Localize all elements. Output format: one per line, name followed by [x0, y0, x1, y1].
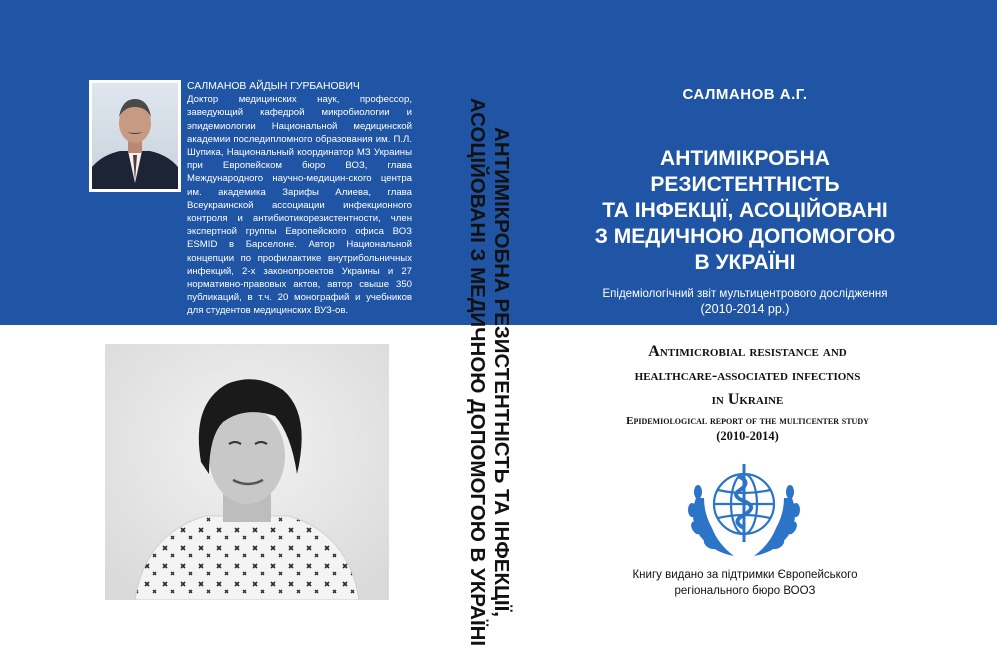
- author-portrait-photo: [89, 80, 181, 192]
- title-ua-line: АНТИМІКРОБНА: [660, 147, 830, 170]
- title-en-line: healthcare-associated infections: [634, 367, 861, 384]
- title-ua-line: РЕЗИСТЕНТНІСТЬ: [650, 173, 840, 196]
- spine-title-line: АСОЦІЙОВАНІ З МЕДИЧНОЮ ДОПОМОГОЮ В УКРАЇНІ: [466, 97, 489, 647]
- author-bio: [187, 80, 412, 318]
- subtitle-en-years: (2010-2014): [716, 429, 779, 443]
- support-note: [590, 567, 900, 599]
- subtitle-ua-years: (2010-2014 рр.): [700, 302, 790, 316]
- subtitle-english: [575, 414, 920, 444]
- front-author: САЛМАНОВ А.Г.: [682, 86, 808, 103]
- support-line: Книгу видано за підтримки Європейського: [632, 569, 858, 581]
- who-emblem-icon: [682, 458, 806, 560]
- title-ua-line: ТА ІНФЕКЦІЇ, АСОЦІЙОВАНІ: [602, 199, 888, 222]
- title-ua-line: В УКРАЇНІ: [694, 251, 796, 274]
- bio-text: Доктор медицинских наук, профессор, заведующий кафедрой микробиологии и эпидемиологии Национальной медицинской академии последипломного образования им. П.Л. Шупика, Национальный координатор МЗ Украины при Европейском бюро ВОЗ, глава Международного научно-медицин-ского центра им. академика Зарифы Алиева, глава Всеукраинской ассоциации инфекционного контроля и антибиотикорезистентности, член экспертной группы Европейского офиса ВОЗ ESMID в Барселоне. Автор Национальной концепции по профилактике внутрибольничных инфекций, 2-х законопроектов Украины и 27 нормативно-правовых актов, автор свыше 350 публикаций, в т.ч. 20 монографий и учебников для студентов медицинских ВУЗ-ов.: [187, 94, 412, 317]
- subtitle-ua-text: Епідеміологічний звіт мультицентрового дослідження: [602, 288, 888, 300]
- spine-title-line: АНТИМІКРОБНА РЕЗИСТЕНТНІСТЬ ТА ІНФЕКЦІЇ,: [490, 127, 513, 617]
- title-en-line: in Ukraine: [711, 391, 784, 408]
- title-en-line: Antimicrobial resistance and: [648, 343, 847, 360]
- book-spine: [449, 92, 529, 652]
- bio-author-name: САЛМАНОВ АЙДЫН ГУРБАНОВИЧ: [187, 81, 360, 92]
- support-line: регіонального бюро ВООЗ: [674, 585, 816, 597]
- subtitle-ukrainian: [545, 287, 945, 317]
- title-ukrainian: [545, 146, 945, 276]
- title-ua-line: З МЕДИЧНОЮ ДОПОМОГОЮ: [594, 225, 896, 248]
- subtitle-en-text: Epidemiological report of the multicenter study: [626, 415, 869, 427]
- memorial-portrait-photo: [105, 344, 389, 600]
- spine-title: [465, 92, 513, 652]
- title-english: [575, 340, 920, 412]
